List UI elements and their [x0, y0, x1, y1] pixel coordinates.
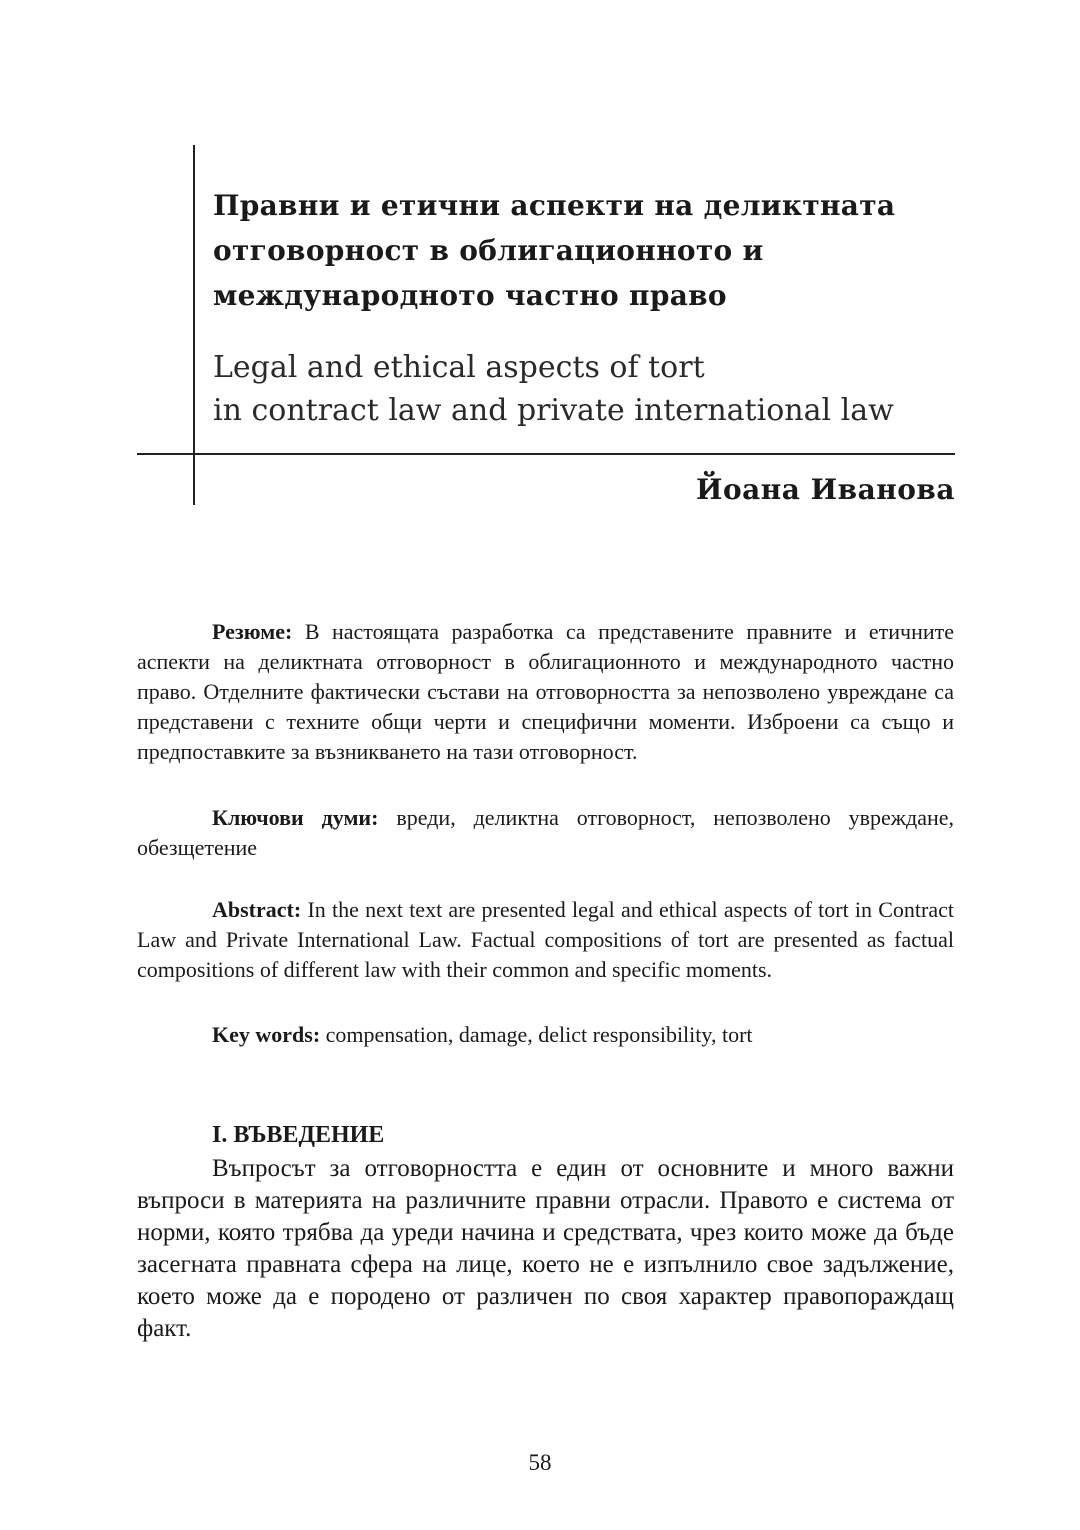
- abstract-label: Abstract:: [212, 897, 302, 922]
- abstract-text: In the next text are presented legal and ethical aspects of tort in Contract Law and Private International Law. Factual compositions of tort are presented as factual compositions of different law with their common and specific moments.: [137, 897, 955, 982]
- section-body: Въпросът за отговорността е един от основните и много важни въпроси в материята на различните правни отрасли. Правото е система от норми, която трябва да уреди начина и средствата, чрез които може да бъде засегната правната сфера на лице, което не е изпълнило свое задължение, което може да е породено от различен по своя характер правопораждащ факт.: [137, 1155, 954, 1342]
- page-number: 58: [528, 1450, 552, 1475]
- keywords-en-text: compensation, damage, delict responsibility, tort: [325, 1022, 753, 1047]
- title-en-line: Legal and ethical aspects of tort: [213, 350, 705, 385]
- summary-label: Резюме:: [212, 619, 293, 644]
- article-title-english: [213, 346, 953, 432]
- abstract-paragraph: [137, 895, 954, 985]
- article-title-bulgarian: [213, 183, 953, 318]
- keywords-bg-text: вреди, деликтна отговорност, непозволено увреждане, обезщетение: [137, 805, 955, 860]
- author-name: Йоана Иванова: [696, 473, 955, 506]
- keywords-bg-paragraph: [137, 803, 954, 863]
- section-heading: I. ВЪВЕДЕНИЕ: [212, 1122, 385, 1148]
- title-bg-line: международното частно право: [213, 279, 727, 312]
- title-vertical-rule: [193, 145, 195, 505]
- keywords-en-label: Key words:: [212, 1022, 321, 1047]
- summary-paragraph: [137, 617, 954, 767]
- title-bg-line: Правни и етични аспекти на деликтната: [213, 189, 896, 222]
- title-bg-line: отговорност в облигационното и: [213, 234, 764, 267]
- title-horizontal-rule: [137, 453, 955, 455]
- keywords-en-paragraph: [137, 1020, 954, 1050]
- title-en-line: in contract law and private international law: [213, 393, 894, 428]
- summary-text: В настоящата разработка са представените правните и етичните аспекти на деликтната отговорност в облигационното и международното частно право. Отделните фактически състави на отговорността за непозволено увреждане са представени с техните общи черти и специфични моменти. Изброени са също и предпоставките за възникването на тази отговорност.: [137, 619, 954, 764]
- keywords-bg-label: Ключови думи:: [212, 805, 379, 830]
